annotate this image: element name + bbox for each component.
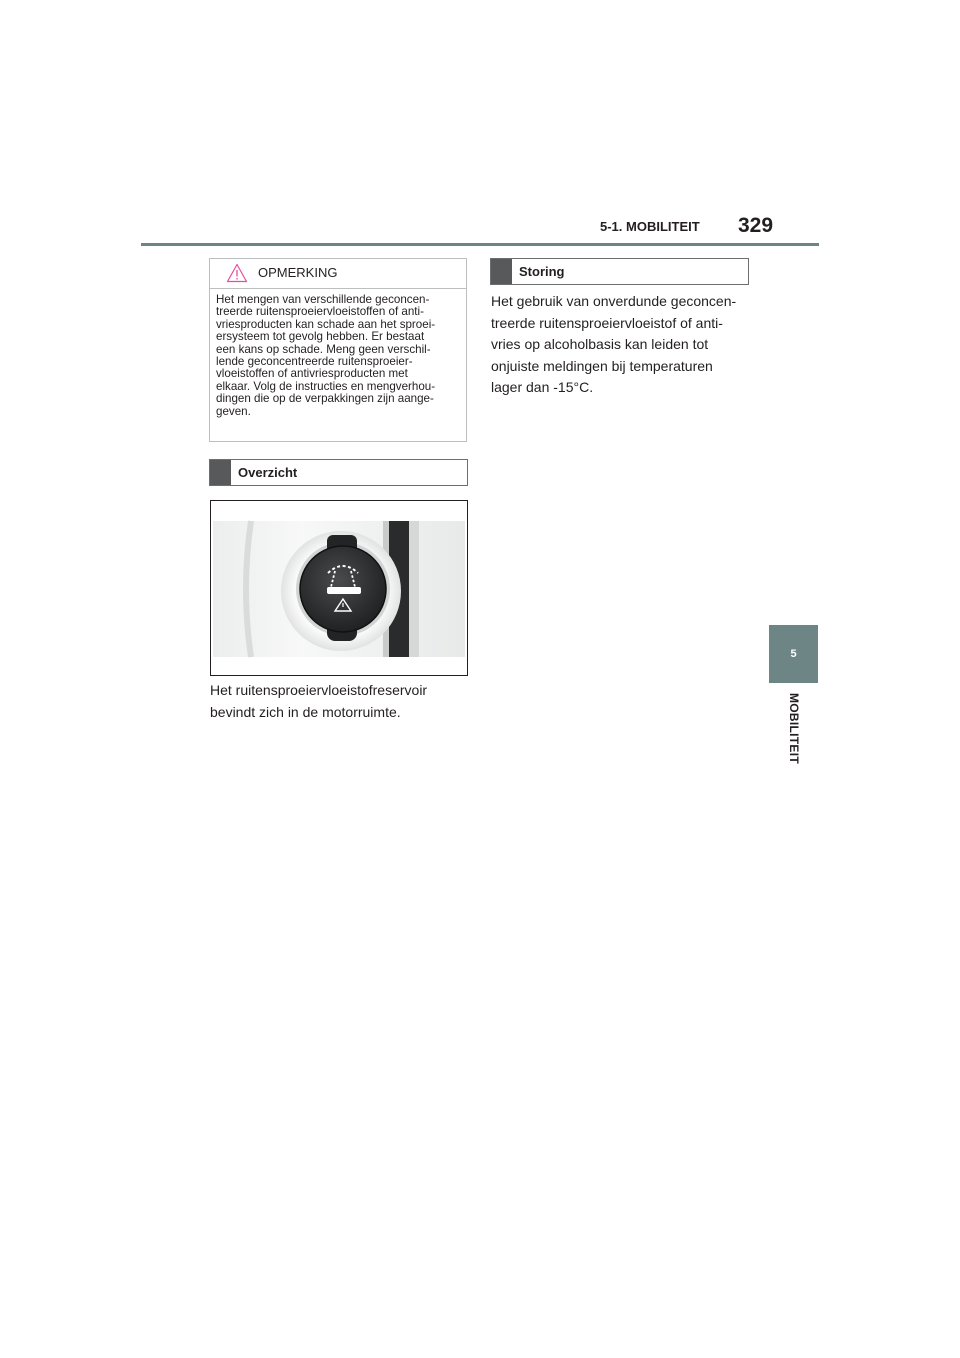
section-heading-overzicht xyxy=(209,459,468,486)
header-divider xyxy=(141,243,819,246)
paragraph-line: treerde ruitensproeiervloeistof of anti- xyxy=(491,314,723,331)
chapter-tab[interactable] xyxy=(769,625,818,683)
notice-line: elkaar. Volg de instructies en mengverhou- xyxy=(216,379,436,393)
notice-line: vloeistoffen of antivriesproducten met xyxy=(216,367,408,381)
figure-caption xyxy=(210,680,470,723)
page-number: 329 xyxy=(738,214,774,237)
chapter-label: MOBILITEIT xyxy=(787,693,801,764)
figure-frame xyxy=(210,500,468,676)
warning-triangle-icon xyxy=(226,263,248,283)
paragraph-line: lager dan -15°C. xyxy=(491,379,594,396)
notice-box xyxy=(209,258,467,442)
notice-line: een kans op schade. Meng geen verschil- xyxy=(216,342,431,356)
section-heading-storing xyxy=(490,258,749,285)
section-swatch xyxy=(491,259,512,284)
notice-line: Het mengen van verschillende geconcen- xyxy=(216,293,430,306)
section-heading-label: Overzicht xyxy=(238,465,298,480)
paragraph-line: Het gebruik van onverdunde geconcen- xyxy=(491,293,737,309)
washer-fluid-cap-photo xyxy=(211,501,467,675)
notice-body xyxy=(210,289,466,418)
caption-line: Het ruitensproeiervloeistofreservoir xyxy=(210,682,428,698)
section-swatch xyxy=(210,460,231,485)
paragraph-line: onjuiste meldingen bij temperaturen xyxy=(491,357,713,374)
storing-paragraph xyxy=(491,291,753,399)
notice-title: OPMERKING xyxy=(258,265,338,280)
section-heading-label: Storing xyxy=(519,264,565,279)
notice-line: geven. xyxy=(216,404,251,418)
paragraph-line: vries op alcoholbasis kan leiden tot xyxy=(491,336,709,353)
notice-line: ersysteem tot gevolg hebben. Er bestaat xyxy=(216,330,425,344)
notice-line: lende geconcentreerde ruitensproeier- xyxy=(216,355,413,369)
notice-line: dingen die op de verpakkingen zijn aange- xyxy=(216,392,434,406)
caption-line: bevindt zich in de motorruimte. xyxy=(210,703,401,720)
notice-line: treerde ruitensproeiervloeistoffen of anti- xyxy=(216,305,424,319)
section-title: 5-1. MOBILITEIT xyxy=(600,219,700,234)
notice-line: vriesproducten kan schade aan het sproei- xyxy=(216,317,436,331)
chapter-number: 5 xyxy=(790,648,797,660)
notice-header xyxy=(210,259,466,289)
